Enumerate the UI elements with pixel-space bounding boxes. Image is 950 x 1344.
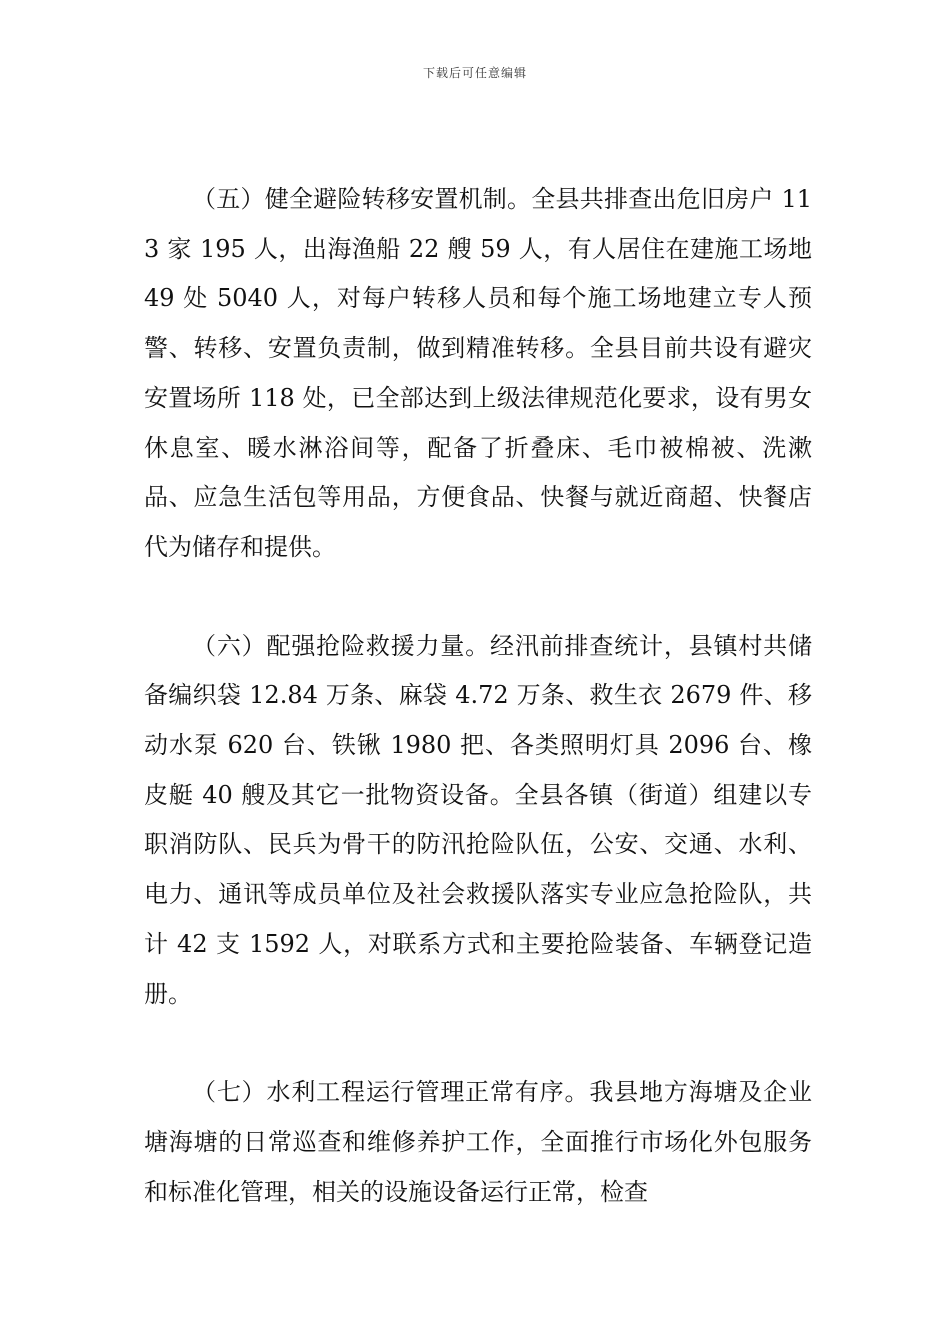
- document-body: [144, 175, 812, 1217]
- paragraph-water-projects: （七）水利工程运行管理正常有序。我县地方海塘及企业塘海塘的日常巡查和维修养护工作，全面推行市场化外包服务和标准化管理，相关的设施设备运行正常，检查: [144, 1078, 812, 1206]
- paragraph-evacuation-mechanism: （五）健全避险转移安置机制。全县共排查出危旧房户 113 家 195 人，出海渔船 22 艘 59 人，有人居住在建施工场地 49 处 5040 人，对每户转移人员和每个施工场地建立专人预警、转移、安置负责制，做到精准转移。全县目前共设有避灾安置场所 118 处，已全部达到上级法律规范化要求，设有男女休息室、暖水淋浴间等，配备了折叠床、毛巾被棉被、洗漱品、应急生活包等用品，方便食品、快餐与就近商超、快餐店代为储存和提供。: [144, 185, 812, 561]
- page-header: 下载后可任意编辑: [422, 66, 527, 80]
- paragraph-rescue-forces: （六）配强抢险救援力量。经汛前排查统计，县镇村共储备编织袋 12.84 万条、麻袋 4.72 万条、救生衣 2679 件、移动水泵 620 台、铁锹 1980 把、各类照明灯具 2096 台、橡皮艇 40 艘及其它一批物资设备。全县各镇（街道）组建以专职消防队、民兵为骨干的防汛抢险队伍，公安、交通、水利、电力、通讯等成员单位及社会救援队落实专业应急抢险队，共计 42 支 1592 人，对联系方式和主要抢险装备、车辆登记造册。: [144, 631, 812, 1008]
